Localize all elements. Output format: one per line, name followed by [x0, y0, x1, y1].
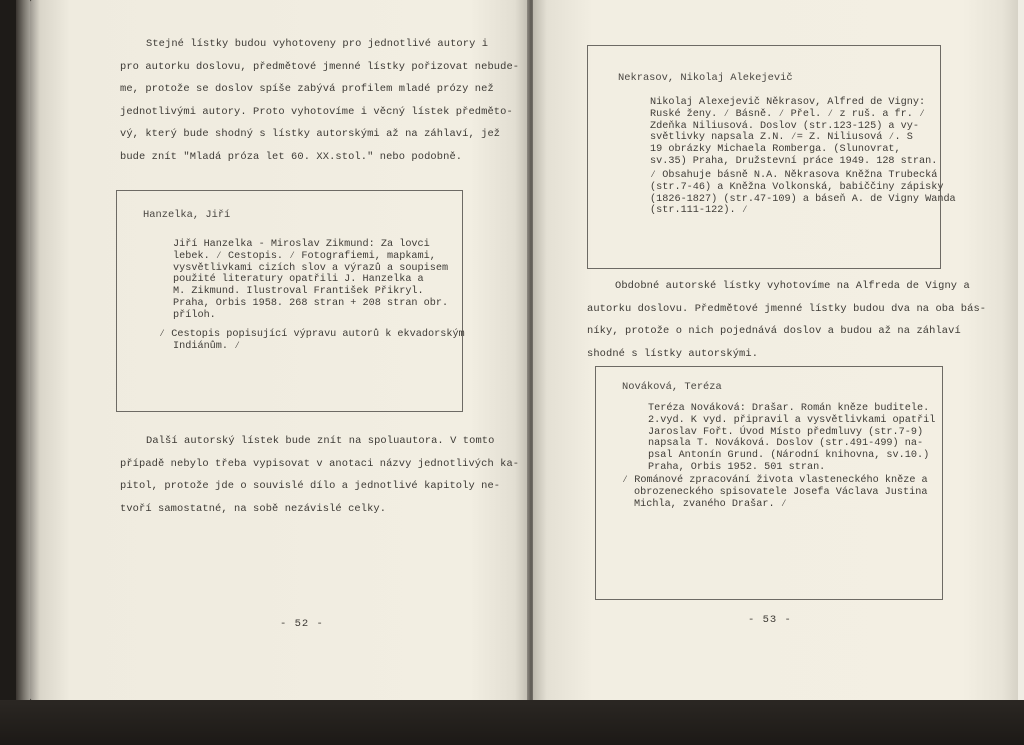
card-annotation — [159, 329, 465, 353]
card-annotation — [650, 170, 956, 217]
entry-line: Praha, Orbis 1958. 268 stran + 208 stran obr. — [173, 297, 449, 309]
text-line: tvoří samostatné, na sobě nezávislé celky. — [120, 502, 387, 515]
annotation-line: Indiánům. ⁄ — [173, 340, 241, 352]
entry-line: Nikolaj Alexejevič Někrasov, Alfred de Vigny: — [650, 97, 926, 108]
catalog-card-nekrasov — [587, 45, 956, 269]
text-line: Stejné lístky budou vyhotoveny pro jednotlivé autory i — [146, 38, 489, 50]
right-page — [533, 0, 1019, 700]
entry-line: vysvětlivkami cizích slov a výrazů a soupisem — [173, 262, 449, 274]
right-paragraph-1 — [587, 275, 986, 365]
annotation-line: (str.111-122). ⁄ — [650, 205, 748, 217]
card-entry — [173, 239, 448, 322]
entry-line: Jaroslav Fořt. Úvod Místo předmluvy (str.7-9) — [648, 426, 924, 438]
entry-line: 2.vyd. K vyd. připravil a vysvětlivkami opatřil — [648, 414, 936, 426]
text-line: pitol, protože jde o souvislé dílo a jednotlivé kapitoly ne- — [120, 480, 501, 492]
card-heading: Nekrasov, Nikolaj Alekejevič — [618, 72, 793, 84]
entry-line: Jiří Hanzelka - Miroslav Zikmund: Za lovci — [173, 239, 430, 250]
table-shadow — [0, 700, 1024, 745]
left-paragraph-2 — [120, 430, 519, 520]
entry-line: lebek. ⁄ Cestopis. ⁄ Fotografiemi, mapkami, — [173, 250, 436, 262]
annotation-line: ⁄ Románové zpracování života vlasteneckého kněze a — [622, 475, 928, 486]
text-line: pro autorku doslovu, předmětové jmenné lístky pořizovat nebude- — [120, 60, 520, 73]
text-line: níky, protože o nich pojednává doslov a budou až na záhlaví — [587, 325, 961, 337]
entry-line: psal Antonín Grund. (Národní knihovna, sv.10.) — [648, 450, 930, 462]
annotation-line: (str.7-46) a Kněžna Volkonská, babiččiny zápisky — [650, 181, 944, 193]
entry-line: Zdeňka Niliusová. Doslov (str.123-125) a vy- — [650, 120, 919, 132]
text-line: me, protože se doslov spíše zabývá profilem mladé prózy než — [120, 83, 494, 95]
entry-line: Praha, Orbis 1952. 501 stran. — [648, 461, 826, 473]
entry-line: Ruské ženy. ⁄ Básně. ⁄ Přel. ⁄ z ruš. a fr. ⁄ — [650, 108, 926, 120]
text-line: jednotlivými autory. Proto vyhotovíme i věcný lístek předměto- — [120, 105, 513, 118]
entry-line: napsala T. Nováková. Doslov (str.491-499) na- — [648, 438, 924, 450]
annotation-line: Michla, zvaného Drašar. ⁄ — [634, 498, 787, 510]
text-line: případě nebylo třeba vypisovat v anotaci názvy jednotlivých ka- — [120, 457, 520, 470]
text-line: autorku doslovu. Předmětové jmenné lístky budou dva na oba bás- — [587, 302, 987, 315]
background-edge — [1018, 0, 1024, 745]
text-line: bude znít "Mladá próza let 60. XX.stol." nebo podobně. — [120, 150, 463, 163]
catalog-card-novakova — [595, 366, 943, 600]
entry-line: použité literatury opatřili J. Hanzelka a — [173, 274, 424, 286]
catalog-card-hanzelka — [116, 190, 463, 412]
entry-line: sv.35) Praha, Družstevní práce 1949. 128 stran. — [650, 155, 938, 167]
annotation-line: obrozeneckého spisovatele Josefa Václava Justina — [634, 486, 928, 498]
text-line: vý, který bude shodný s lístky autorskými až na záhlaví, jež — [120, 128, 501, 140]
entry-line: 19 obrázky Michaela Romberga. (Slunovrat, — [650, 144, 901, 156]
annotation-line: (1826-1827) (str.47-109) a báseň A. de Vigny Wanda — [650, 193, 956, 205]
entry-line: M. Zikmund. Ilustroval František Přikryl. — [173, 286, 424, 298]
entry-line: světlivky napsala Z.N. ⁄= Z. Niliusová ⁄. S — [650, 132, 913, 144]
card-entry — [650, 97, 937, 168]
book-edge — [16, 0, 30, 700]
text-line: shodné s lístky autorskými. — [587, 347, 759, 360]
text-line: Obdobné autorské lístky vyhotovíme na Alfreda de Vigny a — [615, 280, 970, 292]
left-page — [30, 0, 530, 700]
annotation-line: ⁄ Obsahuje básně N.A. Někrasova Kněžna Trubecká — [650, 170, 938, 181]
left-paragraph-1 — [120, 33, 519, 168]
card-annotation — [622, 475, 928, 510]
text-line: Další autorský lístek bude znít na spoluautora. V tomto — [146, 435, 495, 447]
card-heading: Hanzelka, Jiří — [143, 209, 231, 221]
card-heading: Nováková, Teréza — [622, 381, 722, 393]
page-number-left: - 52 - — [280, 618, 324, 630]
annotation-line: ⁄ Cestopis popisující výpravu autorů k ekvadorským — [159, 329, 465, 340]
card-entry — [648, 403, 935, 474]
entry-line: příloh. — [173, 309, 216, 321]
entry-line: Teréza Nováková: Drašar. Román kněze buditele. — [648, 403, 930, 414]
page-number-right: - 53 - — [748, 614, 792, 626]
